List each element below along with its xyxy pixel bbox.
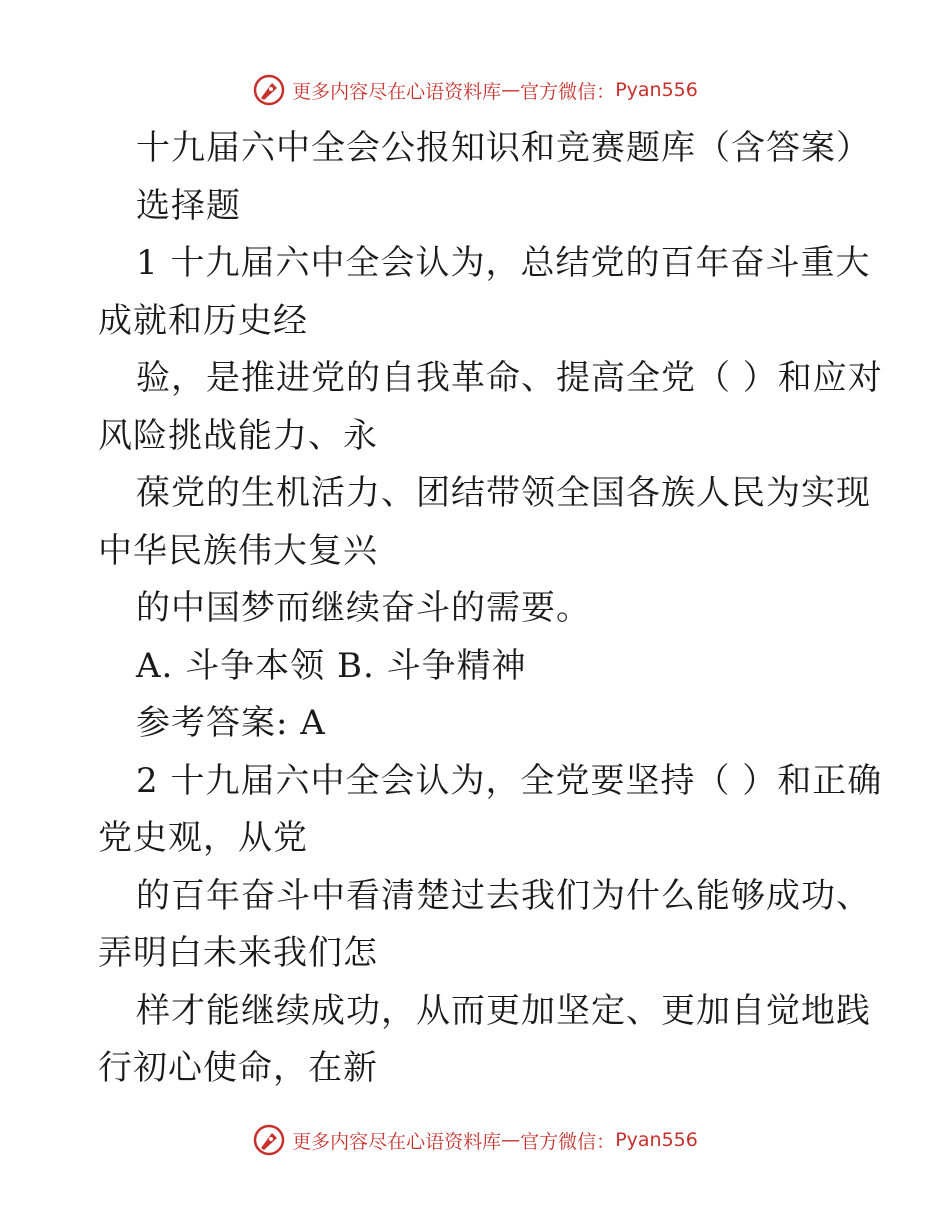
- question-2-line-5: 样才能继续成功，从而更加坚定、更加自觉地践: [136, 990, 871, 1031]
- question-1-line-6: 中华民族伟大复兴: [98, 530, 378, 571]
- document-body: [98, 120, 883, 1098]
- question-1-line-5: 葆党的生机活力、团结带领全国各族人民为实现: [136, 473, 871, 513]
- question-2-line-2: 党史观，从党: [98, 818, 308, 858]
- question-1-line-2: 成就和历史经: [98, 300, 308, 341]
- watermark-dash: —: [501, 1129, 521, 1151]
- section-heading: 选择题: [136, 185, 241, 226]
- question-1-options: A. 斗争本领 B. 斗争精神: [136, 645, 527, 686]
- question-1-answer: 参考答案: A: [136, 703, 326, 743]
- question-2-line-1: 2 十九届六中全会认为，全党要坚持（ ）和正确: [136, 760, 883, 801]
- watermark-id-text: Pyan556: [615, 79, 698, 101]
- document-title: 十九届六中全会公报知识和竞赛题库（含答案）: [136, 128, 871, 168]
- question-1-line-4: 风险挑战能力、永: [98, 415, 378, 456]
- watermark-sub-text: 官方微信：: [520, 1130, 616, 1153]
- watermark-sub-text: 官方微信：: [520, 80, 616, 103]
- question-1-line-3: 验，是推进党的自我革命、提高全党（ ）和应对: [136, 358, 883, 398]
- question-2-line-6: 行初心使命，在新: [98, 1048, 378, 1088]
- watermark-main-text: 更多内容尽在心语资料库: [292, 80, 502, 103]
- question-2-line-4: 弄明白未来我们怎: [98, 933, 378, 973]
- footer-watermark: [0, 1120, 950, 1160]
- question-2-line-3: 的百年奋斗中看清楚过去我们为什么能够成功、: [136, 875, 871, 916]
- question-1-line-7: 的中国梦而继续奋斗的需要。: [136, 588, 591, 628]
- question-1-line-1: 1 十九届六中全会认为，总结党的百年奋斗重大: [136, 243, 871, 283]
- header-watermark: [0, 70, 950, 110]
- pen-nib-logo-icon: [252, 1123, 286, 1157]
- pen-nib-logo-icon: [252, 73, 286, 107]
- watermark-main-text: 更多内容尽在心语资料库: [292, 1130, 502, 1153]
- watermark-dash: —: [501, 79, 521, 101]
- watermark-id-text: Pyan556: [615, 1129, 698, 1151]
